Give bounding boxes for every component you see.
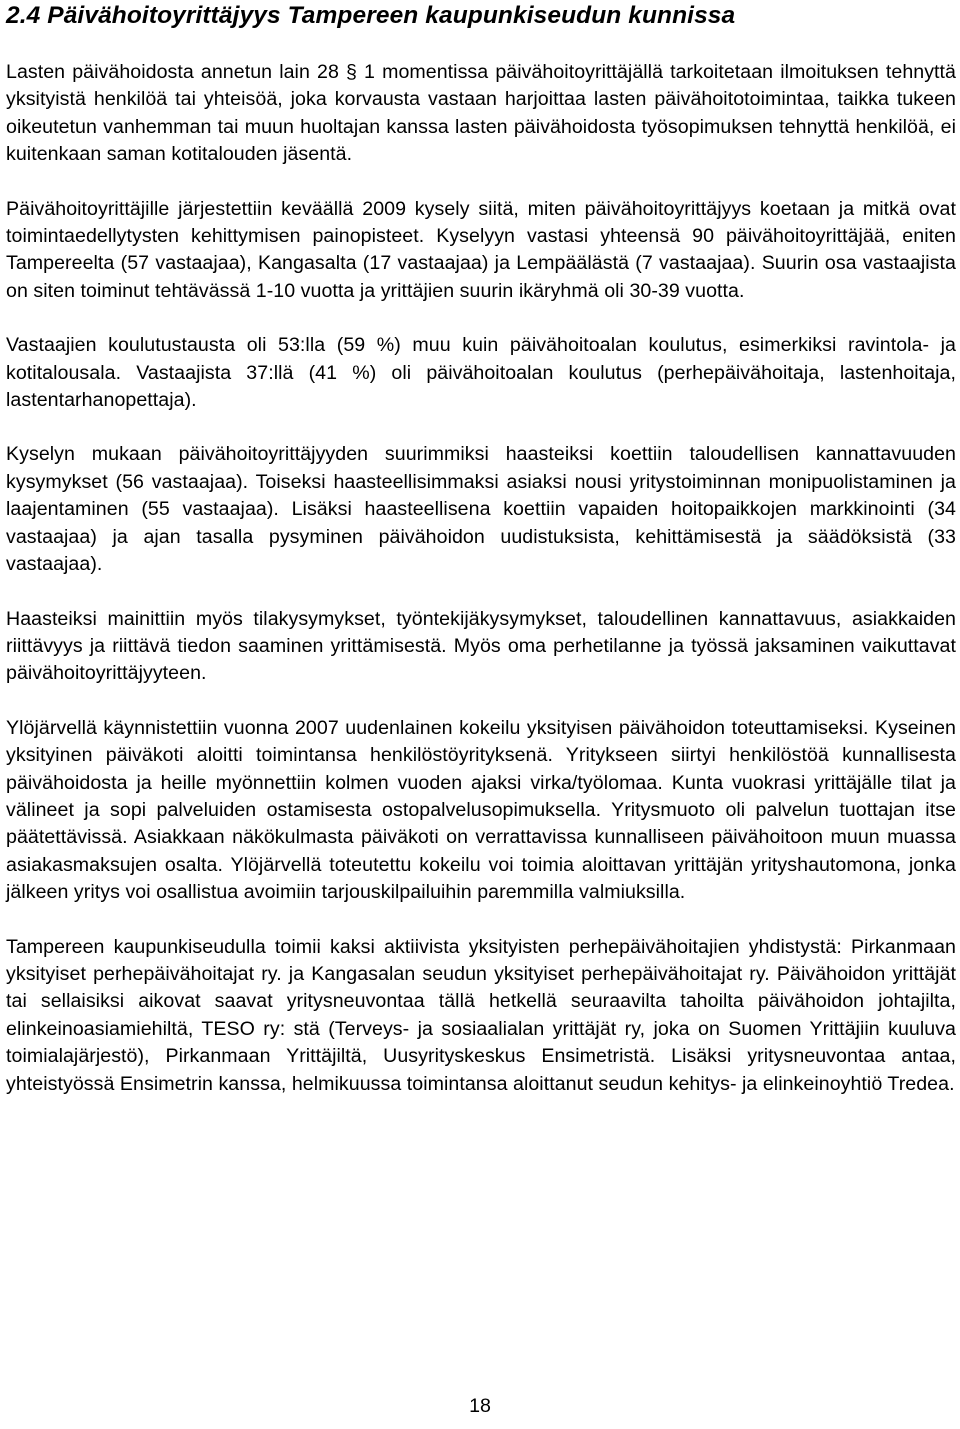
document-page [6,0,956,1098]
paragraph-other-challenges: Haasteiksi mainittiin myös tilakysymykset, työntekijäkysymykset, taloudellinen kannattavuus, asiakkaiden riittävyys ja riittävä tiedon saaminen yrittämisestä. Myös oma perhetilanne ja työssä jaksaminen vaikuttavat päivähoitoyrittäjyyteen. [6,607,956,685]
paragraph-definition: Lasten päivähoidosta annetun lain 28 § 1 momentissa päivähoitoyrittäjällä tarkoitetaan ilmoituksen tehnyttä yksityistä henkilöä tai yhteisöä, joka korvausta vastaan harjoittaa lasten päivähoitotoimintaa, taikka tukeen oikeutetun vanhemman tai muun huoltajan kanssa lasten päivähoidosta työsopimuksen tehnyttä henkilöä, ei kuitenkaan saman kotitalouden jäsentä. [6,61,956,166]
paragraph-associations: Tampereen kaupunkiseudulla toimii kaksi aktiivista yksityisten perhepäivähoitajien yhdistystä: Pirkanmaan yksityiset perhepäivähoitajat ry. ja Kangasalan seudun yksityiset perhepäivähoitajat ry. Päivähoidon yrittäjät tai sellaisiksi aikovat saavat yritysneuvontaa tällä hetkellä seuraavilta tahoilta päivähoidon johtajilta, elinkeinoasiamiehiltä, TESO ry: stä (Terveys- ja sosiaalialan yrittäjät ry, joka on Suomen Yrittäjiin kuuluva toimialajärjestö), Pirkanmaan Yrittäjiltä, Uusyrityskeskus Ensimetristä. Lisäksi yritysneuvontaa antaa, yhteistyössä Ensimetrin kanssa, helmikuussa toimintansa aloittanut seudun kehitys- ja elinkeinoyhtiö Tredea. [6,935,956,1095]
paragraph-education: Vastaajien koulutustausta oli 53:lla (59 %) muu kuin päivähoitoalan koulutus, esimerkiksi ravintola- ja kotitalousala. Vastaajista 37:llä (41 %) oli päivähoitoalan koulutus (perhepäivähoitaja, lastenhoitaja, lastentarhanopettaja). [6,334,956,412]
paragraph-ylojarvi: Ylöjärvellä käynnistettiin vuonna 2007 uudenlainen kokeilu yksityisen päivähoidon toteuttamiseksi. Kyseinen yksityinen päiväkoti aloitti toimintansa henkilöstöyrityksenä. Yritykseen siirtyi henkilöstöä kunnallisesta päivähoidosta ja heille myönnettiin kolmen vuoden ajaksi virka/työlomaa. Kunta vuokrasi yrittäjälle tilat ja välineet ja sopi palveluiden ostamisesta ostopalvelusopimuksella. Yritysmuoto oli palvelun tuottajan itse päätettävissä. Asiakkaan näkökulmasta päiväkoti on verrattavissa kunnalliseen päivähoitoon muun muassa asiakasmaksujen osalta. Ylöjärvellä toteutettu kokeilu voi toimia aloittavan yrittäjän yrityshautomona, jonka jälkeen yritys voi osallistua avoimiin tarjouskilpailuihin paremmilla valmiuksilla. [6,716,956,904]
paragraph-challenges: Kyselyn mukaan päivähoitoyrittäjyyden suurimmiksi haasteiksi koettiin taloudellisen kannattavuuden kysymykset (56 vastaajaa). Toiseksi haasteellisimmaksi asiaksi nousi yritystoiminnan monipuolistaminen ja laajentaminen (55 vastaajaa). Lisäksi haasteellisena koettiin vapaiden hoitopaikkojen markkinointi (34 vastaajaa) ja ajan tasalla pysyminen päivähoidon uudistuksista, kehittämisestä ja säädöksistä (33 vastaajaa). [6,443,956,576]
page-number: 18 [469,1395,491,1417]
section-heading: 2.4 Päivähoitoyrittäjyys Tampereen kaupunkiseudun kunnissa [6,2,736,29]
paragraph-survey: Päivähoitoyrittäjille järjestettiin keväällä 2009 kysely siitä, miten päivähoitoyrittäjyys koetaan ja mitkä ovat toimintaedellytysten kehittymisen painopisteet. Kyselyyn vastasi yhteensä 90 päivähoitoyrittäjää, eniten Tampereelta (57 vastaajaa), Kangasalta (17 vastaajaa) ja Lempäälästä (7 vastaajaa). Suurin osa vastaajista on siten toiminut tehtävässä 1-10 vuotta ja yrittäjien suurin ikäryhmä oli 30-39 vuotta. [6,197,956,302]
